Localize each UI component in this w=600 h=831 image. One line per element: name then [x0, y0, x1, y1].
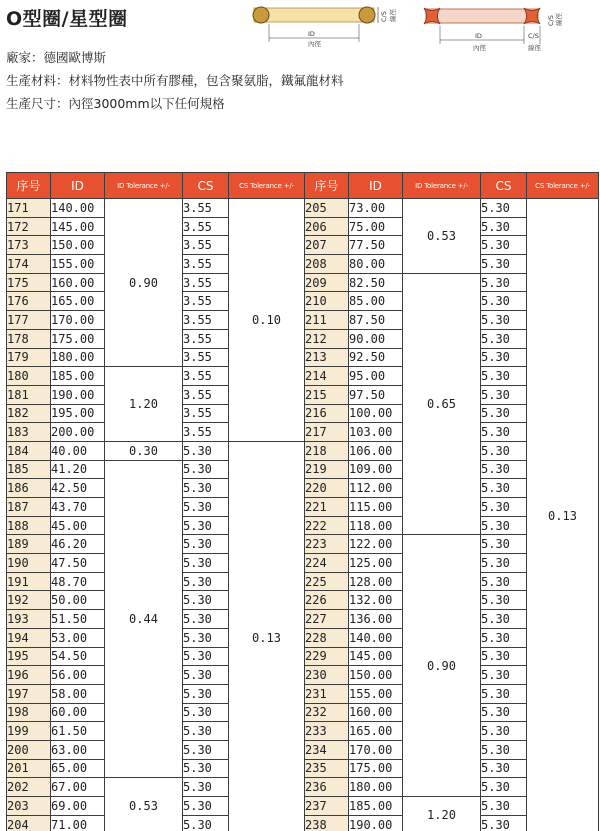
id-cell: 185.00 [51, 367, 105, 386]
cs-cell: 3.55 [183, 404, 229, 423]
header-id-tol-left: ID Tolerance +/- [105, 173, 183, 199]
id-cell: 61.50 [51, 722, 105, 741]
row-number-cell: 223 [305, 535, 349, 554]
row-number-cell: 184 [7, 441, 51, 460]
id-cell: 90.00 [349, 329, 403, 348]
table-row [7, 199, 599, 218]
id-cell: 41.20 [51, 460, 105, 479]
id-tolerance-cell: 0.90 [403, 535, 481, 797]
cs-cell: 5.30 [481, 498, 527, 517]
cs-cell: 5.30 [481, 255, 527, 274]
id-cell: 195.00 [51, 404, 105, 423]
row-number-cell: 219 [305, 460, 349, 479]
cs-cell: 5.30 [183, 666, 229, 685]
table-body [7, 199, 599, 831]
row-number-cell: 216 [305, 404, 349, 423]
id-cell: 136.00 [349, 610, 403, 629]
id-tolerance-cell: 0.44 [105, 460, 183, 778]
cs-cell: 5.30 [481, 684, 527, 703]
header-no-left: 序号 [7, 173, 51, 199]
id-cell: 175.00 [51, 329, 105, 348]
cs-cell: 5.30 [481, 217, 527, 236]
cs-cell: 5.30 [183, 441, 229, 460]
row-number-cell: 207 [305, 236, 349, 255]
row-number-cell: 199 [7, 722, 51, 741]
row-number-cell: 182 [7, 404, 51, 423]
row-number-cell: 191 [7, 572, 51, 591]
row-number-cell: 213 [305, 348, 349, 367]
table-header-row [7, 173, 599, 199]
xring-id-cn-label: 內徑 [473, 44, 486, 52]
cs-cell: 5.30 [481, 535, 527, 554]
xring-cs-cn-label: 線徑 [528, 44, 541, 52]
id-cell: 165.00 [51, 292, 105, 311]
cs-cell: 5.30 [183, 554, 229, 573]
id-cell: 67.00 [51, 778, 105, 797]
id-cell: 60.00 [51, 703, 105, 722]
cs-cell: 5.30 [481, 348, 527, 367]
cs-cell: 5.30 [183, 498, 229, 517]
row-number-cell: 214 [305, 367, 349, 386]
id-cell: 125.00 [349, 554, 403, 573]
row-number-cell: 233 [305, 722, 349, 741]
row-number-cell: 173 [7, 236, 51, 255]
cs-cell: 5.30 [183, 797, 229, 816]
id-cell: 175.00 [349, 759, 403, 778]
cs-cell: 5.30 [183, 778, 229, 797]
id-cell: 40.00 [51, 441, 105, 460]
oring-cs-cn-label: 線徑 [389, 9, 397, 22]
cs-cell: 5.30 [183, 535, 229, 554]
id-cell: 85.00 [349, 292, 403, 311]
cs-cell: 5.30 [481, 423, 527, 442]
xring-cs-label: C/S [528, 32, 539, 40]
cs-cell: 3.55 [183, 255, 229, 274]
row-number-cell: 176 [7, 292, 51, 311]
cs-cell: 5.30 [481, 199, 527, 218]
row-number-cell: 200 [7, 740, 51, 759]
id-cell: 56.00 [51, 666, 105, 685]
cs-cell: 3.55 [183, 385, 229, 404]
row-number-cell: 234 [305, 740, 349, 759]
id-cell: 92.50 [349, 348, 403, 367]
row-number-cell: 174 [7, 255, 51, 274]
id-cell: 42.50 [51, 479, 105, 498]
cs-cell: 5.30 [183, 610, 229, 629]
cs-cell: 3.55 [183, 292, 229, 311]
id-cell: 54.50 [51, 647, 105, 666]
id-cell: 97.50 [349, 385, 403, 404]
row-number-cell: 228 [305, 628, 349, 647]
row-number-cell: 183 [7, 423, 51, 442]
oring-diagram [240, 4, 400, 52]
id-cell: 63.00 [51, 740, 105, 759]
id-cell: 200.00 [51, 423, 105, 442]
cs-cell: 5.30 [481, 441, 527, 460]
table-row [7, 441, 599, 460]
cs-tolerance-cell: 0.13 [527, 199, 599, 831]
id-cell: 47.50 [51, 554, 105, 573]
row-number-cell: 185 [7, 460, 51, 479]
id-cell: 180.00 [349, 778, 403, 797]
id-cell: 73.00 [349, 199, 403, 218]
row-number-cell: 221 [305, 498, 349, 517]
cs-cell: 5.30 [481, 273, 527, 292]
cs-cell: 3.55 [183, 217, 229, 236]
row-number-cell: 180 [7, 367, 51, 386]
cs-cell: 5.30 [183, 722, 229, 741]
id-cell: 46.20 [51, 535, 105, 554]
id-cell: 118.00 [349, 516, 403, 535]
row-number-cell: 177 [7, 311, 51, 330]
row-number-cell: 188 [7, 516, 51, 535]
row-number-cell: 208 [305, 255, 349, 274]
row-number-cell: 225 [305, 572, 349, 591]
cs-cell: 5.30 [183, 516, 229, 535]
id-cell: 65.00 [51, 759, 105, 778]
header-cs-left: CS [183, 173, 229, 199]
id-cell: 140.00 [349, 628, 403, 647]
row-number-cell: 231 [305, 684, 349, 703]
id-cell: 95.00 [349, 367, 403, 386]
id-cell: 87.50 [349, 311, 403, 330]
row-number-cell: 196 [7, 666, 51, 685]
row-number-cell: 206 [305, 217, 349, 236]
row-number-cell: 194 [7, 628, 51, 647]
row-number-cell: 204 [7, 815, 51, 831]
id-cell: 109.00 [349, 460, 403, 479]
cs-cell: 5.30 [183, 591, 229, 610]
id-cell: 160.00 [349, 703, 403, 722]
id-tolerance-cell: 0.65 [403, 273, 481, 535]
row-number-cell: 237 [305, 797, 349, 816]
id-cell: 103.00 [349, 423, 403, 442]
row-number-cell: 222 [305, 516, 349, 535]
row-number-cell: 193 [7, 610, 51, 629]
size-line: 生產尺寸：內徑3000mm以下任何規格 [6, 96, 225, 111]
id-cell: 145.00 [349, 647, 403, 666]
row-number-cell: 205 [305, 199, 349, 218]
cs-cell: 5.30 [183, 703, 229, 722]
cs-cell: 5.30 [481, 572, 527, 591]
id-cell: 170.00 [349, 740, 403, 759]
id-cell: 69.00 [51, 797, 105, 816]
row-number-cell: 230 [305, 666, 349, 685]
cs-cell: 5.30 [481, 666, 527, 685]
id-cell: 128.00 [349, 572, 403, 591]
id-tolerance-cell: 1.20 [403, 797, 481, 831]
row-number-cell: 192 [7, 591, 51, 610]
cs-cell: 5.30 [481, 404, 527, 423]
cs-cell: 3.55 [183, 348, 229, 367]
manufacturer-line: 廠家：德國歐博斯 [6, 50, 107, 65]
cs-cell: 5.30 [481, 385, 527, 404]
id-cell: 112.00 [349, 479, 403, 498]
id-tolerance-cell: 0.53 [105, 778, 183, 831]
cs-cell: 5.30 [481, 292, 527, 311]
cs-cell: 5.30 [481, 367, 527, 386]
cs-cell: 3.55 [183, 273, 229, 292]
row-number-cell: 197 [7, 684, 51, 703]
row-number-cell: 217 [305, 423, 349, 442]
oring-spec-table [6, 172, 599, 831]
cs-cell: 5.30 [481, 329, 527, 348]
row-number-cell: 179 [7, 348, 51, 367]
id-cell: 165.00 [349, 722, 403, 741]
id-cell: 106.00 [349, 441, 403, 460]
id-cell: 58.00 [51, 684, 105, 703]
row-number-cell: 202 [7, 778, 51, 797]
cs-cell: 5.30 [481, 778, 527, 797]
cs-cell: 5.30 [481, 703, 527, 722]
material-line: 生產材料：材料物性表中所有膠種，包含聚氨脂，鐵氟龍材料 [6, 73, 344, 88]
cs-cell: 5.30 [481, 740, 527, 759]
id-cell: 132.00 [349, 591, 403, 610]
cs-cell: 5.30 [183, 460, 229, 479]
xring-id-label: ID [475, 32, 482, 40]
id-cell: 190.00 [51, 385, 105, 404]
id-cell: 43.70 [51, 498, 105, 517]
xring-cs-vertical-label: C/S [547, 15, 555, 26]
cs-cell: 5.30 [481, 236, 527, 255]
row-number-cell: 232 [305, 703, 349, 722]
row-number-cell: 195 [7, 647, 51, 666]
cs-cell: 5.30 [183, 647, 229, 666]
cs-cell: 5.30 [481, 610, 527, 629]
cs-cell: 3.55 [183, 199, 229, 218]
id-tolerance-cell: 0.53 [403, 199, 481, 274]
cs-cell: 5.30 [481, 516, 527, 535]
cs-cell: 5.30 [183, 572, 229, 591]
row-number-cell: 215 [305, 385, 349, 404]
row-number-cell: 189 [7, 535, 51, 554]
oring-id-cn-label: 內徑 [308, 40, 321, 48]
cs-cell: 5.30 [481, 797, 527, 816]
cs-cell: 3.55 [183, 423, 229, 442]
oring-id-label: ID [308, 30, 315, 38]
xring-cs-cn-vertical-label: 線徑 [555, 13, 563, 26]
id-cell: 122.00 [349, 535, 403, 554]
id-cell: 150.00 [51, 236, 105, 255]
header-no-right: 序号 [305, 173, 349, 199]
cs-cell: 3.55 [183, 311, 229, 330]
id-cell: 140.00 [51, 199, 105, 218]
row-number-cell: 235 [305, 759, 349, 778]
id-cell: 185.00 [349, 797, 403, 816]
cs-cell: 3.55 [183, 367, 229, 386]
row-number-cell: 227 [305, 610, 349, 629]
id-cell: 50.00 [51, 591, 105, 610]
row-number-cell: 209 [305, 273, 349, 292]
id-cell: 190.00 [349, 815, 403, 831]
row-number-cell: 171 [7, 199, 51, 218]
cs-cell: 5.30 [183, 479, 229, 498]
id-cell: 155.00 [349, 684, 403, 703]
row-number-cell: 186 [7, 479, 51, 498]
cs-cell: 5.30 [481, 460, 527, 479]
row-number-cell: 236 [305, 778, 349, 797]
id-tolerance-cell: 0.90 [105, 199, 183, 367]
cs-cell: 5.30 [481, 311, 527, 330]
cs-tolerance-cell: 0.10 [229, 199, 305, 442]
id-cell: 160.00 [51, 273, 105, 292]
cs-cell: 5.30 [183, 628, 229, 647]
header-cs-tol-right: CS Tolerance +/- [527, 173, 599, 199]
header-cs-tol-left: CS Tolerance +/- [229, 173, 305, 199]
cs-cell: 5.30 [183, 759, 229, 778]
cs-cell: 5.30 [481, 759, 527, 778]
id-cell: 77.50 [349, 236, 403, 255]
row-number-cell: 181 [7, 385, 51, 404]
row-number-cell: 229 [305, 647, 349, 666]
cs-cell: 5.30 [481, 554, 527, 573]
cs-cell: 5.30 [183, 684, 229, 703]
header-cs-right: CS [481, 173, 527, 199]
row-number-cell: 210 [305, 292, 349, 311]
cs-cell: 3.55 [183, 329, 229, 348]
row-number-cell: 187 [7, 498, 51, 517]
cs-cell: 5.30 [481, 647, 527, 666]
row-number-cell: 218 [305, 441, 349, 460]
id-cell: 51.50 [51, 610, 105, 629]
id-cell: 180.00 [51, 348, 105, 367]
row-number-cell: 190 [7, 554, 51, 573]
cs-cell: 5.30 [183, 815, 229, 831]
id-cell: 48.70 [51, 572, 105, 591]
header-id-right: ID [349, 173, 403, 199]
id-cell: 80.00 [349, 255, 403, 274]
row-number-cell: 224 [305, 554, 349, 573]
id-cell: 155.00 [51, 255, 105, 274]
id-cell: 53.00 [51, 628, 105, 647]
cs-tolerance-cell: 0.13 [229, 441, 305, 831]
id-cell: 115.00 [349, 498, 403, 517]
row-number-cell: 211 [305, 311, 349, 330]
page-title: O型圈/星型圈 [6, 8, 128, 30]
id-cell: 145.00 [51, 217, 105, 236]
row-number-cell: 175 [7, 273, 51, 292]
cs-cell: 5.30 [481, 591, 527, 610]
cs-cell: 5.30 [481, 722, 527, 741]
cs-cell: 5.30 [183, 740, 229, 759]
oring-cs-label: C/S [380, 11, 388, 22]
row-number-cell: 212 [305, 329, 349, 348]
id-cell: 75.00 [349, 217, 403, 236]
id-cell: 71.00 [51, 815, 105, 831]
row-number-cell: 178 [7, 329, 51, 348]
xring-diagram [420, 4, 570, 56]
id-cell: 150.00 [349, 666, 403, 685]
cs-cell: 5.30 [481, 628, 527, 647]
id-cell: 45.00 [51, 516, 105, 535]
row-number-cell: 198 [7, 703, 51, 722]
cs-cell: 5.30 [481, 815, 527, 831]
id-tolerance-cell: 1.20 [105, 367, 183, 442]
row-number-cell: 220 [305, 479, 349, 498]
header-id-left: ID [51, 173, 105, 199]
id-cell: 100.00 [349, 404, 403, 423]
row-number-cell: 201 [7, 759, 51, 778]
row-number-cell: 226 [305, 591, 349, 610]
id-tolerance-cell: 0.30 [105, 441, 183, 460]
row-number-cell: 203 [7, 797, 51, 816]
id-cell: 170.00 [51, 311, 105, 330]
row-number-cell: 238 [305, 815, 349, 831]
id-cell: 82.50 [349, 273, 403, 292]
cs-cell: 5.30 [481, 479, 527, 498]
row-number-cell: 172 [7, 217, 51, 236]
header-id-tol-right: ID Tolerance +/- [403, 173, 481, 199]
cs-cell: 3.55 [183, 236, 229, 255]
